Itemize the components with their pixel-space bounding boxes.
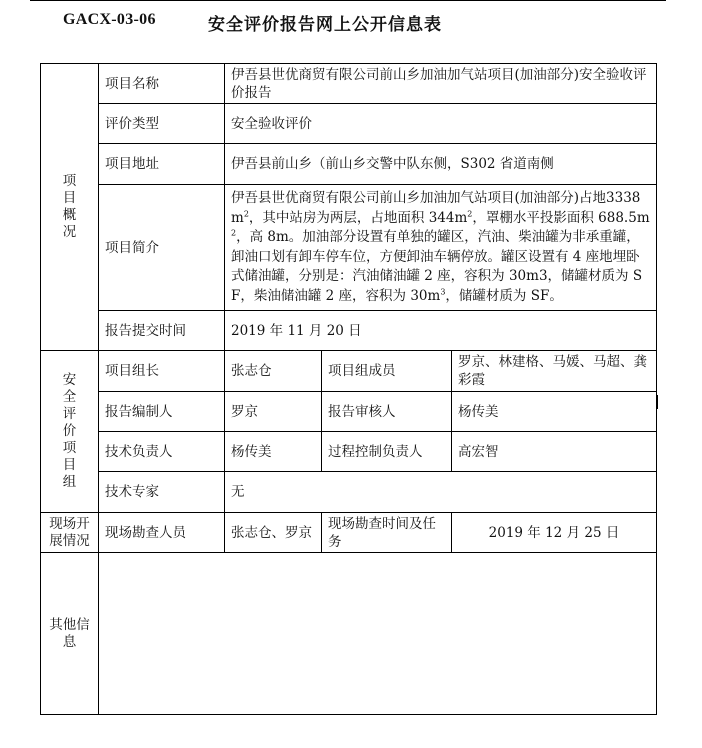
project-address-label: 项目地址: [99, 144, 225, 185]
disclosure-table: [40, 63, 657, 715]
tech-expert-value: 无: [225, 472, 657, 513]
report-author-value: 罗京: [225, 392, 322, 432]
project-address-value: 伊吾县前山乡（前山乡交警中队东侧，S302 省道南侧: [225, 144, 657, 185]
report-reviewer-value: 杨传美: [452, 392, 657, 432]
survey-time-label: 现场勘查时间及任务: [322, 513, 452, 553]
submit-time-label: 报告提交时间: [99, 311, 225, 351]
group-site-work: 现场开 展情况: [41, 513, 99, 553]
team-members-value: 罗京、林建格、马媛、马超、龚彩霞: [452, 351, 657, 392]
eval-type-label: 评价类型: [99, 104, 225, 144]
page-top-rule: [30, 0, 666, 1]
document-code: GACX-03-06: [63, 11, 156, 28]
group-project-overview: 项 目 概 况: [41, 64, 99, 351]
site-surveyors-value: 张志仓、罗京: [225, 513, 322, 553]
process-lead-value: 高宏智: [452, 432, 657, 472]
tech-lead-value: 杨传美: [225, 432, 322, 472]
project-name-value: 伊吾县世优商贸有限公司前山乡加油加气站项目(加油部分)安全验收评价报告: [225, 64, 657, 104]
survey-time-value: 2019 年 12 月 25 日: [452, 513, 657, 553]
eval-type-value: 安全验收评价: [225, 104, 657, 144]
process-lead-label: 过程控制负责人: [322, 432, 452, 472]
group-evaluation-team: 安 全 评 价 项 目 组: [41, 351, 99, 513]
project-summary-value: 伊吾县世优商贸有限公司前山乡加油加气站项目(加油部分)占地$3338m^2$，其中站房为两层，占地面积 $344m^2$，罩棚水平投影面积 $688.5m^2$，高 8m。加油部分设置有单独的罐区，汽油、柴油罐为非承重罐，卸油口划有卸车停车位，方便卸油车辆停放。罐区设置有 4 座地埋卧式储油罐，分别是：汽油储油罐 2 座，容积为 30m3，储罐材质为 SF，柴油储油罐 2 座，容积为 $30m^3$，储罐材质为 SF。: [225, 185, 657, 311]
group-other-info: 其他信 息: [41, 553, 99, 715]
team-leader-value: 张志仓: [225, 351, 322, 392]
project-summary-label: 项目简介: [99, 185, 225, 311]
tech-expert-label: 技术专家: [99, 472, 225, 513]
other-info-value: [99, 553, 657, 715]
report-author-label: 报告编制人: [99, 392, 225, 432]
team-members-label: 项目组成员: [322, 351, 452, 392]
document-title: 安全评价报告网上公开信息表: [208, 15, 442, 35]
report-reviewer-label: 报告审核人: [322, 392, 452, 432]
tech-lead-label: 技术负责人: [99, 432, 225, 472]
margin-mark: [656, 395, 658, 409]
submit-time-value: 2019 年 11 月 20 日: [225, 311, 657, 351]
project-name-label: 项目名称: [99, 64, 225, 104]
team-leader-label: 项目组长: [99, 351, 225, 392]
site-surveyors-label: 现场勘查人员: [99, 513, 225, 553]
